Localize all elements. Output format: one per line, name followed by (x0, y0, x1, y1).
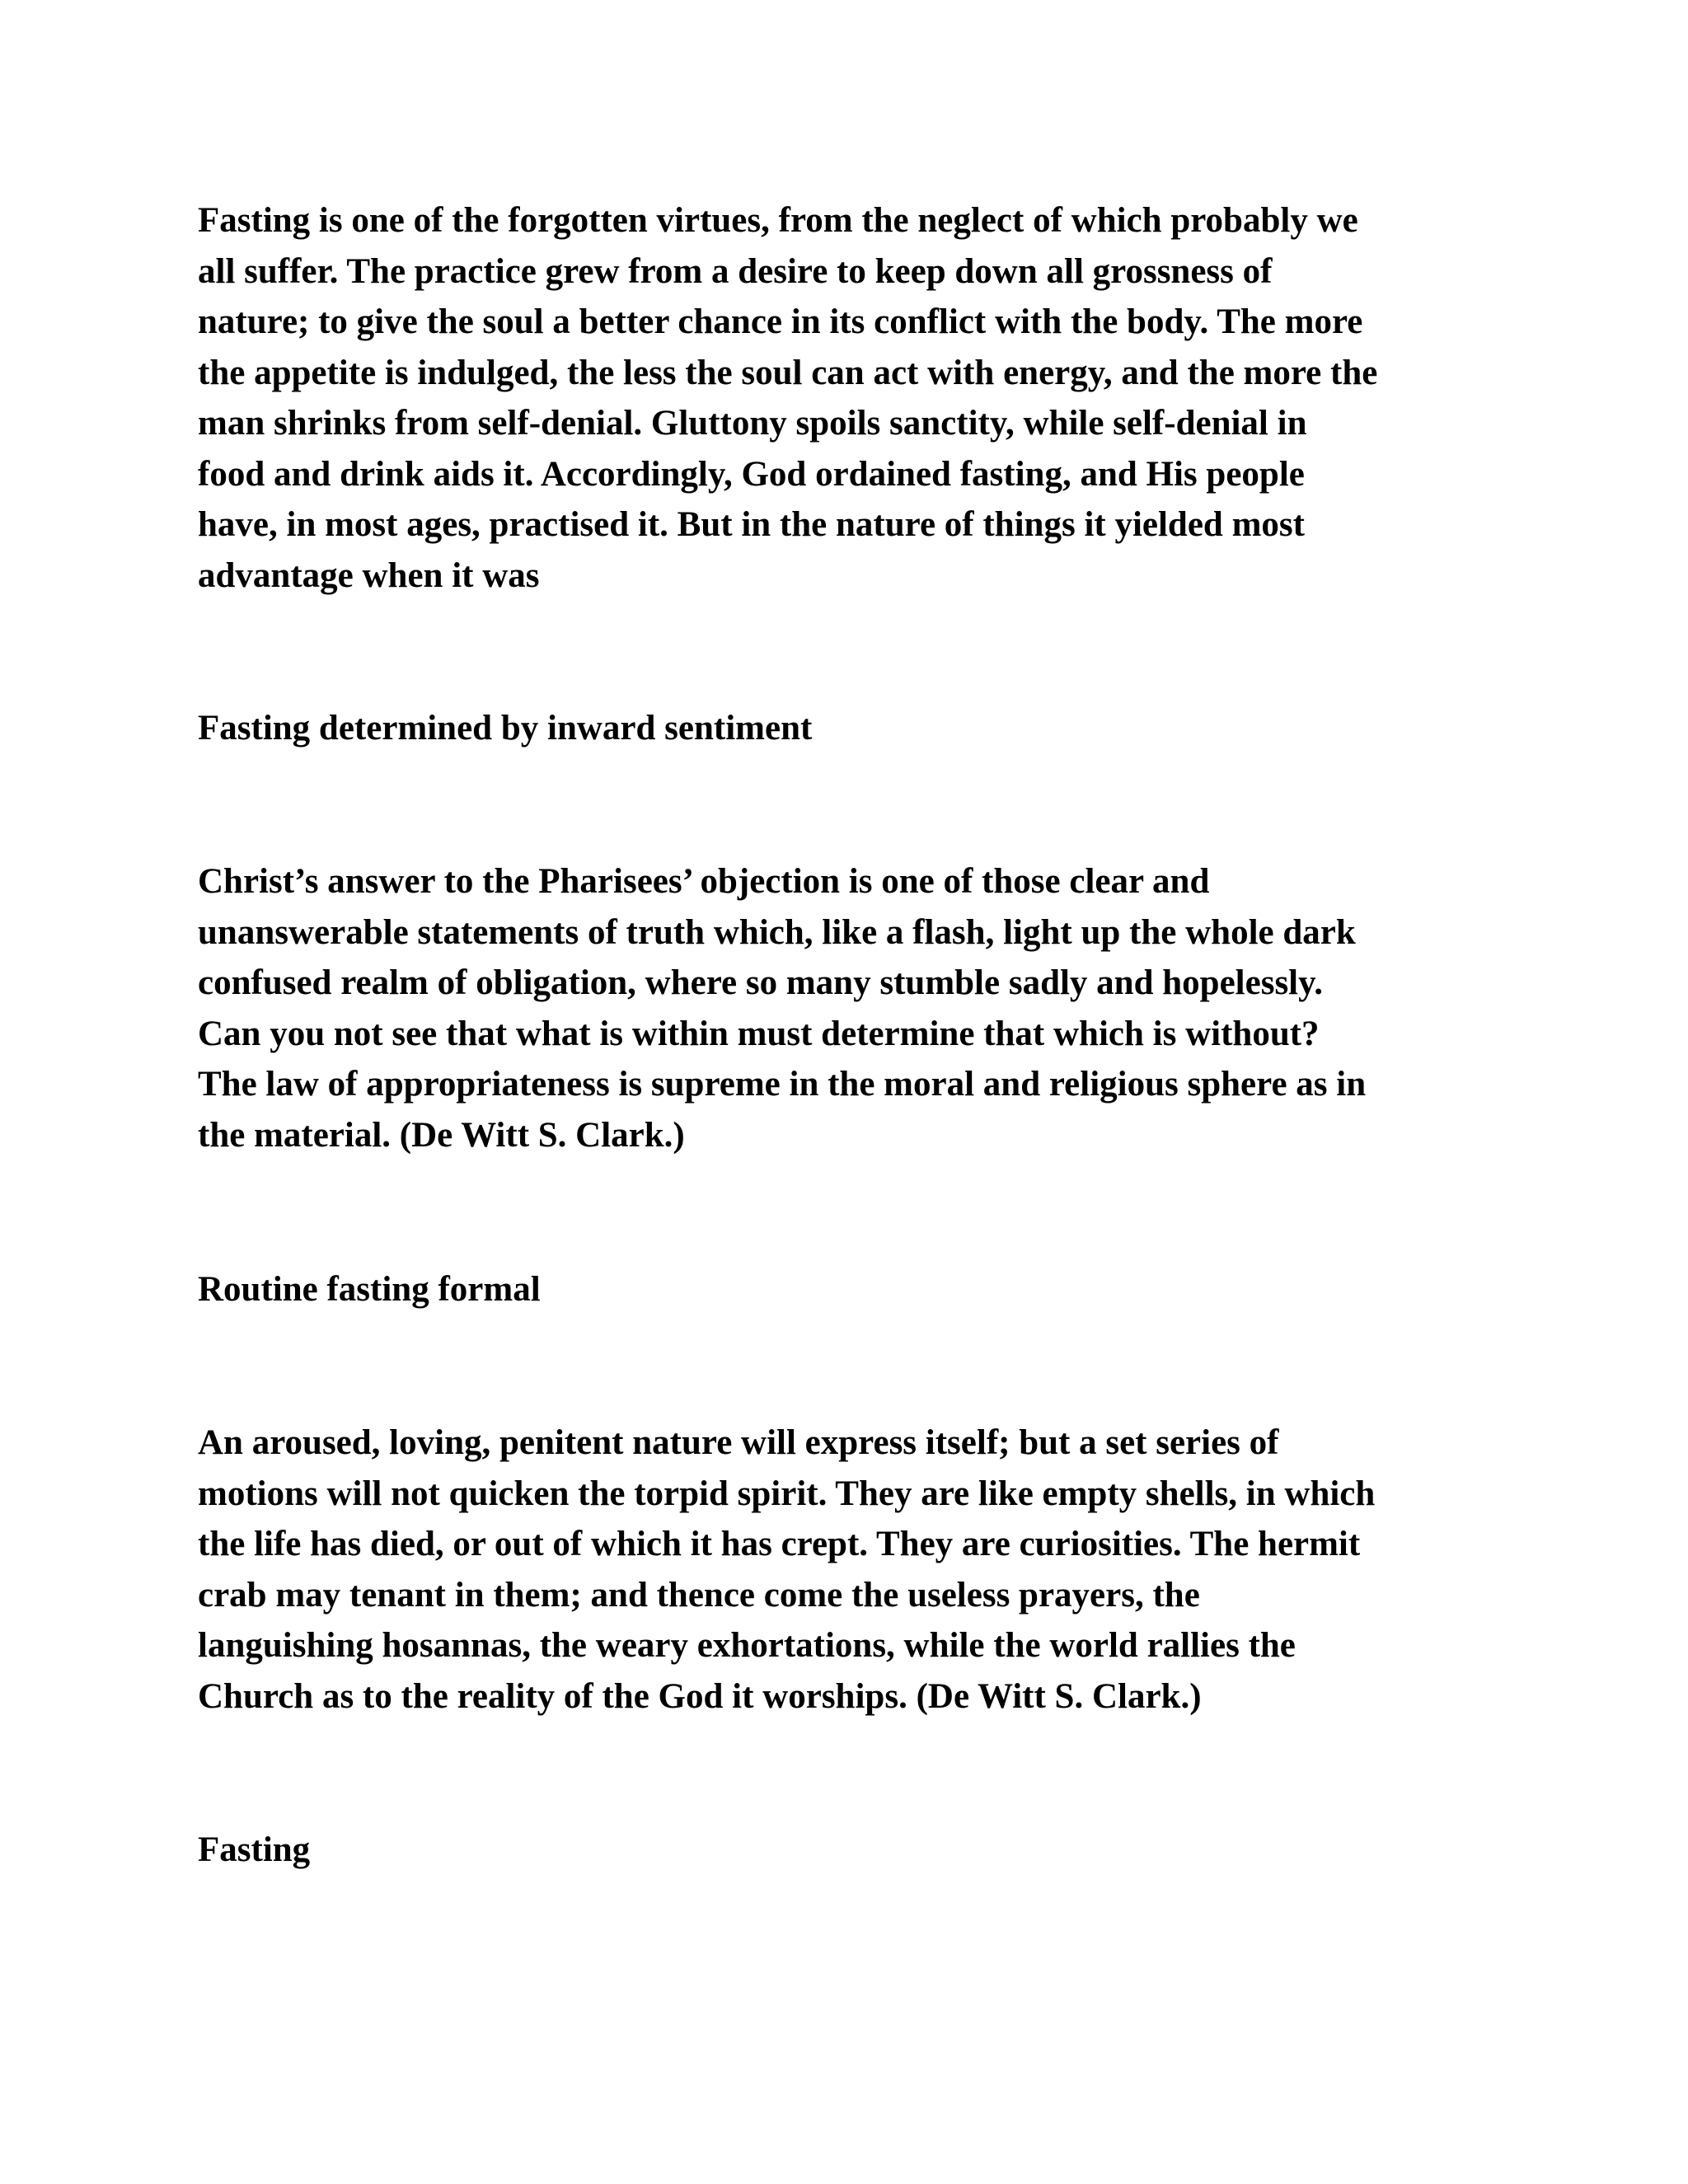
text-line: the material. (De Witt S. Clark.) (198, 1115, 685, 1155)
text-line: nature; to give the soul a better chance in its conflict with the body. The more (198, 302, 1363, 341)
paragraph-routine-fasting (198, 1418, 1484, 1722)
text-line: Can you not see that what is within must determine that which is without? (198, 1014, 1320, 1053)
text-line: motions will not quicken the torpid spirit. They are like empty shells, in which (198, 1474, 1376, 1513)
text-line: Church as to the reality of the God it worships. (De Witt S. Clark.) (198, 1676, 1202, 1716)
text-line: have, in most ages, practised it. But in the nature of things it yielded most (198, 505, 1305, 544)
text-line: unanswerable statements of truth which, like a flash, light up the whole dark (198, 912, 1356, 952)
text-line: all suffer. The practice grew from a desire to keep down all grossness of (198, 251, 1273, 291)
text-line: An aroused, loving, penitent nature will express itself; but a set series of (198, 1423, 1279, 1462)
section-heading: Fasting determined by inward sentiment (198, 709, 813, 748)
text-line: Christ’s answer to the Pharisees’ objection is one of those clear and (198, 862, 1210, 901)
paragraph-inward-sentiment (198, 856, 1484, 1160)
paragraph-fasting-virtues (198, 195, 1484, 601)
text-line: the life has died, or out of which it has crept. They are curiosities. The hermit (198, 1525, 1361, 1563)
text-line: crab may tenant in them; and thence come the useless prayers, the (198, 1575, 1200, 1615)
text-line: advantage when it was (198, 555, 540, 595)
text-line: languishing hosannas, the weary exhortations, while the world rallies the (198, 1626, 1296, 1665)
text-line: the appetite is indulged, the less the soul can act with energy, and the more the (198, 353, 1378, 392)
text-line: man shrinks from self-denial. Gluttony spoils sanctity, while self-denial in (198, 404, 1307, 443)
text-line: food and drink aids it. Accordingly, God ordained fasting, and His people (198, 454, 1305, 494)
text-line: confused realm of obligation, where so many stumble sadly and hopelessly. (198, 963, 1323, 1002)
text-line: The law of appropriateness is supreme in the moral and religious sphere as in (198, 1065, 1367, 1104)
text-line: Fasting is one of the forgotten virtues, from the neglect of which probably we (198, 201, 1358, 240)
section-heading: Routine fasting formal (198, 1270, 541, 1309)
section-heading: Fasting (198, 1830, 311, 1869)
